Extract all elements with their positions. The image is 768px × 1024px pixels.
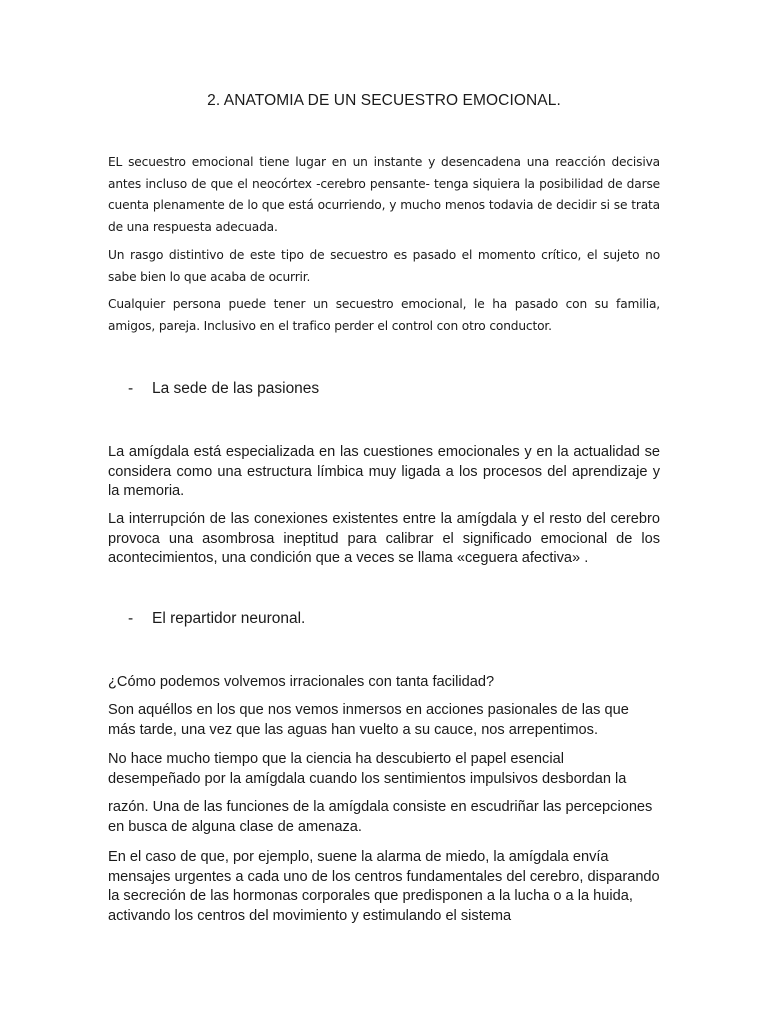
intro-paragraph-2: Un rasgo distintivo de este tipo de secuestro es pasado el momento crítico, el sujeto no sabe bien lo que acaba de ocurrir. xyxy=(108,248,660,284)
section2-paragraph-4: razón. Una de las funciones de la amígdala consiste en escudriñar las percepciones en busca de alguna clase de amenaza. xyxy=(108,799,653,835)
section1-paragraph-2: La interrupción de las conexiones existentes entre la amígdala y el resto del cerebro provoca una asombrosa ineptitud para calibrar el significado emocional de los acontecimientos, una condición que a veces se llama «ceguera afectiva» . xyxy=(108,511,660,566)
section-heading-text: La sede de las pasiones xyxy=(152,380,320,397)
page-title: 2. ANATOMIA DE UN SECUESTRO EMOCIONAL. xyxy=(207,92,561,109)
intro-paragraph-1: EL secuestro emocional tiene lugar en un instante y desencadena una reacción decisiva antes incluso de que el neocórtex -cerebro pensante- tenga siquiera la posibilidad de darse cuenta plenamente de lo que está ocurriendo, y mucho menos todavia de decidir si se trata de una respuesta adecuada. xyxy=(108,155,660,234)
section-heading-text: El repartidor neuronal. xyxy=(152,610,306,627)
section2-paragraph-5: En el caso de que, por ejemplo, suene la alarma de miedo, la amígdala envía mensajes urgentes a cada uno de los centros fundamentales del cerebro, disparando la secreción de las hormonas corporales que predisponen a la lucha o a la huida, activando los centros del movimiento y estimulando el sistema xyxy=(108,849,660,924)
intro-paragraph-3: Cualquier persona puede tener un secuestro emocional, le ha pasado con su familia, amigos, pareja. Inclusivo en el trafico perder el control con otro conductor. xyxy=(108,297,660,333)
section2-paragraph-2: Son aquéllos en los que nos vemos inmersos en acciones pasionales de las que más tarde, una vez que las aguas han vuelto a su cauce, nos arrepentimos. xyxy=(108,702,629,738)
bullet-dash: - xyxy=(128,380,134,397)
section-heading-repartidor xyxy=(128,610,305,628)
section2-paragraph-3: No hace mucho tiempo que la ciencia ha descubierto el papel esencial desempeñado por la amígdala cuando los sentimientos impulsivos desbordan la xyxy=(108,751,627,787)
section2-paragraph-1: ¿Cómo podemos volvemos irracionales con tanta facilidad? xyxy=(108,674,495,690)
section-heading-sede xyxy=(128,380,319,398)
bullet-dash: - xyxy=(128,610,134,627)
section1-paragraph-1: La amígdala está especializada en las cuestiones emocionales y en la actualidad se considera como una estructura límbica muy ligada a los procesos del aprendizaje y la memoria. xyxy=(108,444,660,499)
